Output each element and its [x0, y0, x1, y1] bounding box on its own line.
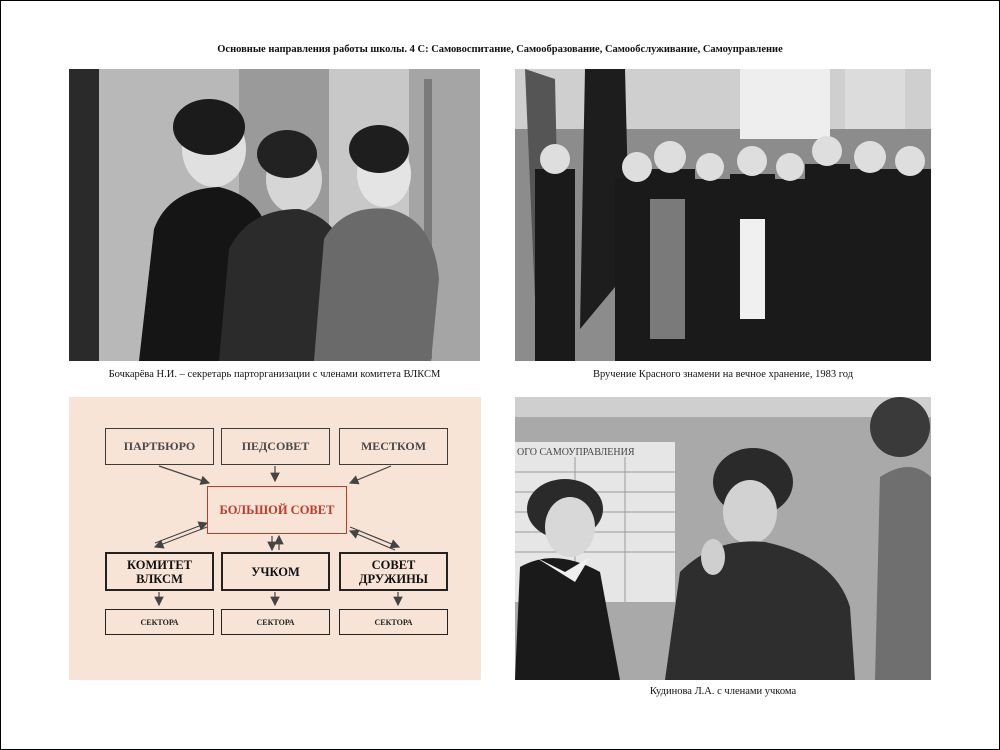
box-pedsovet: ПЕДСОВЕТ [221, 428, 330, 465]
caption-photo-4: Кудинова Л.А. с членами учкома [649, 686, 797, 697]
box-mestkom: МЕСТКОМ [339, 428, 448, 465]
caption-photo-2: Вручение Красного знамени на вечное хранение, 1983 год [592, 369, 854, 380]
page-title: Основные направления работы школы. 4 С: Самовоспитание, Самообразование, Самообслуживание, Самоуправление [217, 44, 783, 55]
box-partburo: ПАРТБЮРО [105, 428, 214, 465]
photo-kudinova-uchkom [515, 397, 931, 680]
box-komitet-vlksm: КОМИТЕТ ВЛКСМ [105, 552, 214, 591]
box-uchkom: УЧКОМ [221, 552, 330, 591]
school-structure-diagram [69, 397, 481, 680]
box-sektora-3: СЕКТОРА [339, 609, 448, 635]
photo-red-banner-ceremony [515, 69, 931, 361]
box-sovet-druzhiny: СОВЕТ ДРУЖИНЫ [339, 552, 448, 591]
board-text: ОГО САМОУПРАВЛЕНИЯ [517, 447, 635, 458]
box-sektora-2: СЕКТОРА [221, 609, 330, 635]
caption-photo-1: Бочкарёва Н.И. – секретарь парторганизации с членами комитета ВЛКСМ [108, 369, 441, 380]
box-sektora-1: СЕКТОРА [105, 609, 214, 635]
box-bolshoi-sovet: БОЛЬШОЙ СОВЕТ [207, 486, 347, 534]
photo-bochkareva-komitet [69, 69, 480, 361]
